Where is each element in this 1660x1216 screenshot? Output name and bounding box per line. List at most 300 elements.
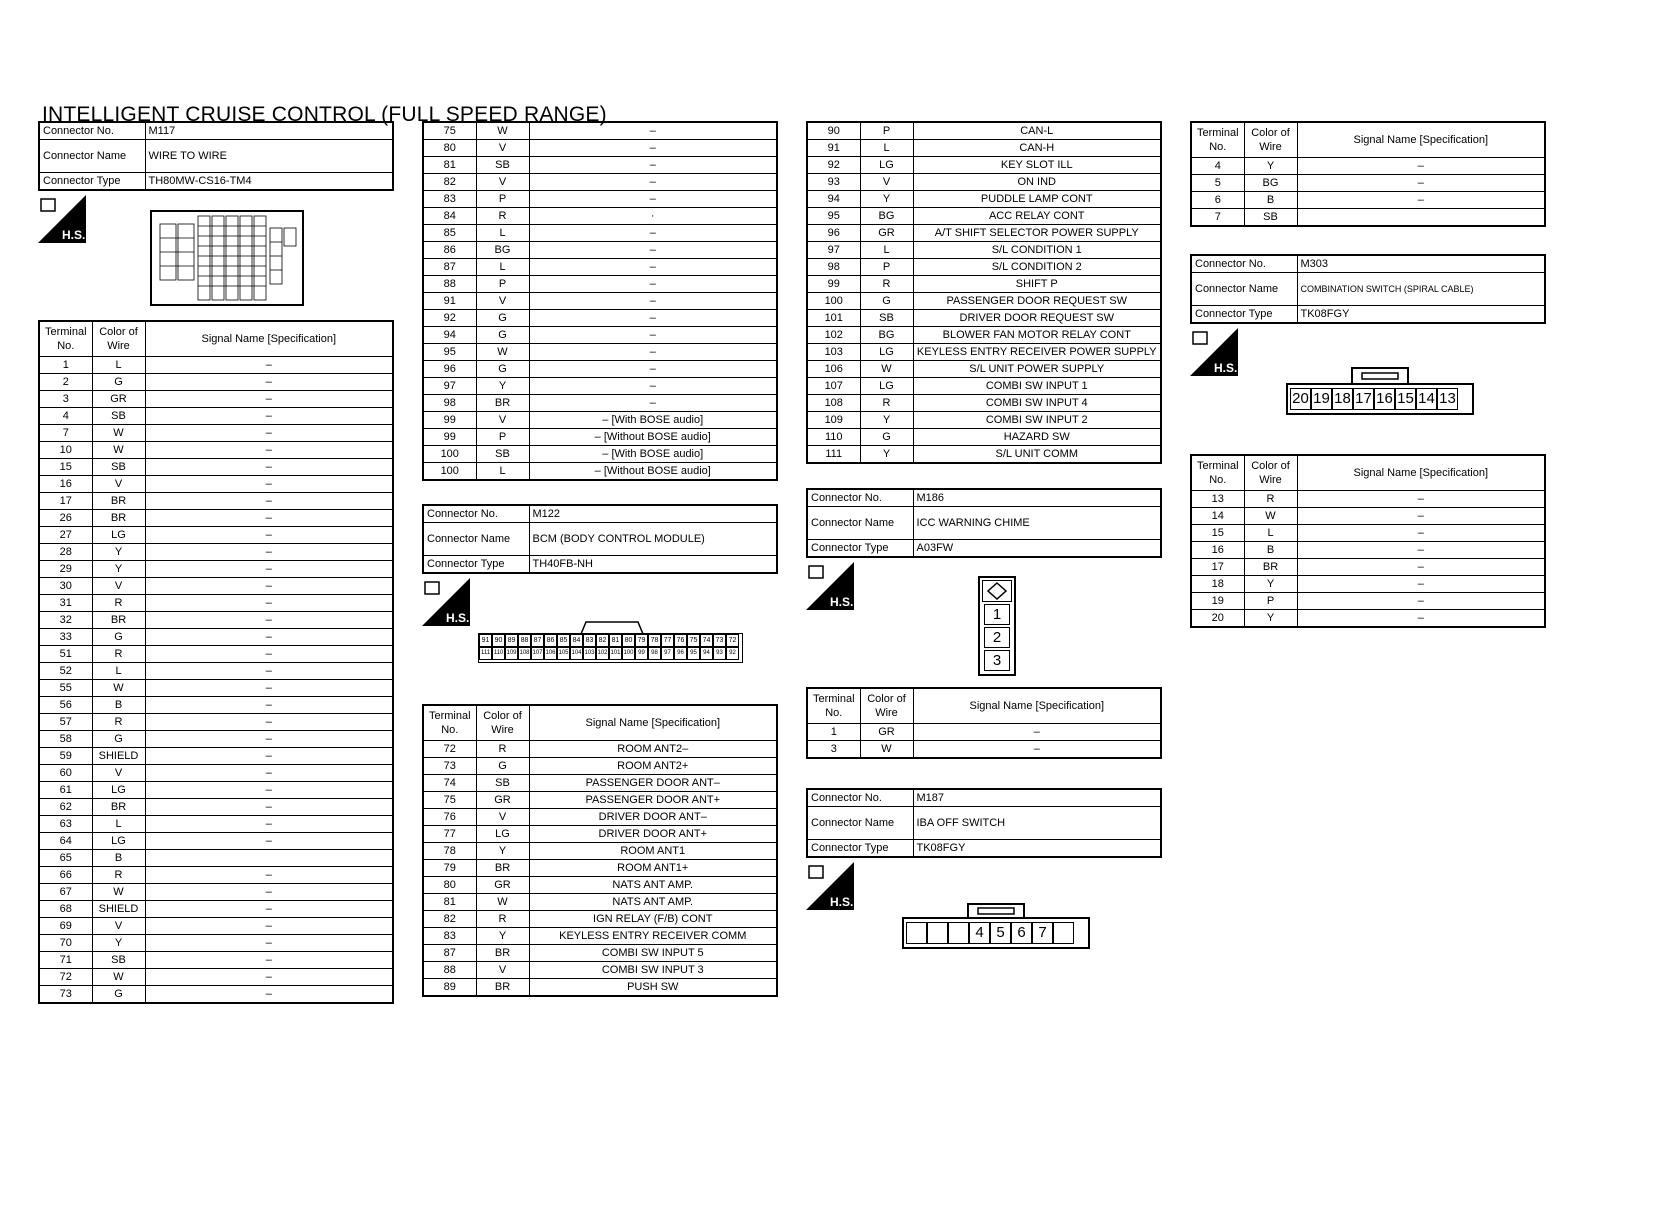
signal-name-cell: – <box>529 225 777 242</box>
table-row <box>39 561 393 578</box>
wire-color-cell: SB <box>1244 209 1297 227</box>
table-row <box>39 663 393 680</box>
connector-pin: 108 <box>518 647 531 660</box>
signal-name-cell: – <box>145 425 393 442</box>
table-row <box>39 578 393 595</box>
connector-info-m303 <box>1190 254 1546 324</box>
diamond-key-icon <box>987 582 1007 600</box>
connector-pin: 102 <box>596 647 609 660</box>
table-row <box>807 395 1161 412</box>
wire-color-cell: B <box>1244 192 1297 209</box>
table-row <box>423 327 777 344</box>
terminal-no-cell: 18 <box>1191 576 1244 593</box>
wire-color-cell: V <box>92 918 145 935</box>
signal-name-cell: DRIVER DOOR ANT+ <box>529 826 777 843</box>
wire-color-cell: BR <box>476 860 529 877</box>
terminal-no-cell: 99 <box>423 412 476 429</box>
table-row <box>807 242 1161 259</box>
signal-name-cell: – [Without BOSE audio] <box>529 429 777 446</box>
terminal-no-cell: 89 <box>423 979 476 997</box>
table-row <box>1191 610 1545 628</box>
wire-color-cell: W <box>1244 508 1297 525</box>
table-row <box>807 412 1161 429</box>
connector-pin: 111 <box>479 647 492 660</box>
signal-name-cell: ROOM ANT2+ <box>529 758 777 775</box>
connector-pin <box>906 922 927 944</box>
wire-color-cell: B <box>92 697 145 714</box>
signal-name-header: Signal Name [Specification] <box>1297 455 1545 491</box>
terminal-no-cell: 15 <box>39 459 92 476</box>
wire-color-cell: P <box>476 276 529 293</box>
wire-color-cell: BR <box>476 979 529 997</box>
terminal-no-cell: 7 <box>1191 209 1244 227</box>
table-row <box>39 493 393 510</box>
table-row <box>807 724 1161 741</box>
terminal-no-cell: 73 <box>423 758 476 775</box>
table-row <box>39 629 393 646</box>
signal-name-cell: ON IND <box>913 174 1161 191</box>
connector-pin: 84 <box>570 634 583 647</box>
table-row <box>39 612 393 629</box>
wire-color-cell: L <box>860 242 913 259</box>
signal-name-cell: PASSENGER DOOR ANT– <box>529 775 777 792</box>
table-row <box>1191 525 1545 542</box>
wire-color-cell: GR <box>860 225 913 242</box>
wire-color-cell: LG <box>476 826 529 843</box>
signal-name-cell: A/T SHIFT SELECTOR POWER SUPPLY <box>913 225 1161 242</box>
signal-name-cell: HAZARD SW <box>913 429 1161 446</box>
wire-color-cell: B <box>92 850 145 867</box>
terminal-no-cell: 3 <box>39 391 92 408</box>
terminal-no-cell: 51 <box>39 646 92 663</box>
table-row <box>39 918 393 935</box>
terminal-no-cell: 17 <box>39 493 92 510</box>
connector-no-value: M186 <box>913 489 1161 507</box>
signal-name-cell: – <box>145 952 393 969</box>
signal-name-cell: IGN RELAY (F/B) CONT <box>529 911 777 928</box>
table-row <box>39 476 393 493</box>
wire-color-cell: G <box>476 758 529 775</box>
signal-name-cell: – <box>145 748 393 765</box>
signal-name-cell: – <box>529 122 777 140</box>
wire-color-cell: SB <box>860 310 913 327</box>
wire-color-cell: Y <box>1244 158 1297 175</box>
wire-color-cell: Y <box>476 843 529 860</box>
signal-name-cell: DRIVER DOOR REQUEST SW <box>913 310 1161 327</box>
table-row <box>423 122 777 140</box>
connector-name-value: BCM (BODY CONTROL MODULE) <box>529 523 777 556</box>
signal-name-cell: – <box>529 191 777 208</box>
table-row <box>39 816 393 833</box>
wire-color-cell: V <box>476 412 529 429</box>
table-row <box>423 361 777 378</box>
wire-color-cell: Y <box>1244 610 1297 628</box>
terminal-no-cell: 67 <box>39 884 92 901</box>
wire-color-cell: V <box>860 174 913 191</box>
connector-pin: 80 <box>622 634 635 647</box>
connector-no-value: M187 <box>913 789 1161 807</box>
table-row <box>39 425 393 442</box>
signal-name-cell: – <box>145 816 393 833</box>
terminal-no-cell: 85 <box>423 225 476 242</box>
signal-name-cell: – <box>145 646 393 663</box>
table-row <box>39 935 393 952</box>
connector-pin: 16 <box>1374 388 1395 410</box>
terminal-no-cell: 62 <box>39 799 92 816</box>
signal-name-cell: – <box>145 459 393 476</box>
terminal-no-cell: 98 <box>807 259 860 276</box>
signal-name-cell: – <box>145 833 393 850</box>
hs-label: H.S. <box>1214 361 1238 375</box>
connector-face-m117 <box>150 210 304 306</box>
terminal-no-cell: 64 <box>39 833 92 850</box>
signal-name-cell: – <box>529 174 777 191</box>
wire-color-cell: L <box>476 259 529 276</box>
connector-pin: 74 <box>700 634 713 647</box>
connector-pin: 5 <box>990 922 1011 944</box>
signal-name-cell <box>1297 209 1545 227</box>
wire-color-cell: BR <box>1244 559 1297 576</box>
connector-type-label: Connector Type <box>39 173 145 191</box>
wire-color-cell: SB <box>92 408 145 425</box>
wire-color-cell: SB <box>92 952 145 969</box>
wire-color-cell: R <box>476 911 529 928</box>
terminal-no-cell: 92 <box>423 310 476 327</box>
signal-name-cell: – <box>145 901 393 918</box>
wire-color-cell: SHIELD <box>92 901 145 918</box>
terminal-no-cell: 94 <box>807 191 860 208</box>
terminal-no-cell: 73 <box>39 986 92 1004</box>
table-row <box>423 945 777 962</box>
connector-pin: 100 <box>622 647 635 660</box>
terminal-no-cell: 28 <box>39 544 92 561</box>
connector-type-value: TK08FGY <box>1297 306 1545 324</box>
connector-pin: 87 <box>531 634 544 647</box>
connector-pin: 96 <box>674 647 687 660</box>
wire-color-cell: BG <box>476 242 529 259</box>
wire-color-cell: G <box>92 374 145 391</box>
signal-name-cell: – <box>529 395 777 412</box>
terminal-no-cell: 26 <box>39 510 92 527</box>
signal-name-cell: · <box>529 208 777 225</box>
wire-color-cell: G <box>92 731 145 748</box>
wire-color-cell: SB <box>476 446 529 463</box>
table-row <box>423 242 777 259</box>
signal-name-cell: NATS ANT AMP. <box>529 894 777 911</box>
terminal-no-cell: 96 <box>423 361 476 378</box>
connector-no-label: Connector No. <box>423 505 529 523</box>
table-row <box>39 544 393 561</box>
signal-name-cell: – [With BOSE audio] <box>529 446 777 463</box>
terminal-table-m303 <box>1190 454 1546 628</box>
connector-pin: 75 <box>687 634 700 647</box>
connector-pin: 15 <box>1395 388 1416 410</box>
wire-color-cell: Y <box>860 191 913 208</box>
wire-color-cell: BG <box>860 327 913 344</box>
connector-type-value: A03FW <box>913 540 1161 558</box>
wire-color-cell: R <box>476 741 529 758</box>
table-row <box>423 276 777 293</box>
wire-color-cell: V <box>476 140 529 157</box>
wire-color-cell: SHIELD <box>92 748 145 765</box>
terminal-no-cell: 4 <box>1191 158 1244 175</box>
signal-name-cell: – <box>529 310 777 327</box>
signal-name-cell: – <box>1297 593 1545 610</box>
wire-color-cell: SB <box>476 157 529 174</box>
terminal-no-header: Terminal No. <box>39 321 92 357</box>
connector-pin: 1 <box>984 604 1010 625</box>
table-row <box>423 758 777 775</box>
table-row <box>39 833 393 850</box>
wire-color-cell: BR <box>92 510 145 527</box>
signal-name-cell: – <box>145 578 393 595</box>
table-row <box>423 741 777 758</box>
table-row <box>807 446 1161 464</box>
connector-pin: 91 <box>479 634 492 647</box>
wire-color-cell: SB <box>476 775 529 792</box>
terminal-no-cell: 6 <box>1191 192 1244 209</box>
connector-pin: 105 <box>557 647 570 660</box>
table-row <box>423 463 777 481</box>
connector-pin: 17 <box>1353 388 1374 410</box>
signal-name-cell: NATS ANT AMP. <box>529 877 777 894</box>
signal-name-cell: PASSENGER DOOR ANT+ <box>529 792 777 809</box>
terminal-no-cell: 82 <box>423 911 476 928</box>
wire-color-cell: L <box>1244 525 1297 542</box>
terminal-no-header: Terminal No. <box>1191 122 1244 158</box>
terminal-no-cell: 33 <box>39 629 92 646</box>
wire-color-cell: P <box>1244 593 1297 610</box>
terminal-table-m122-b <box>806 121 1162 464</box>
signal-name-cell: – <box>145 595 393 612</box>
connector-pin: 99 <box>635 647 648 660</box>
table-row <box>39 884 393 901</box>
signal-name-cell: – <box>145 697 393 714</box>
table-row <box>807 122 1161 140</box>
connector-pin: 82 <box>596 634 609 647</box>
signal-name-cell: – <box>145 374 393 391</box>
terminal-no-cell: 78 <box>423 843 476 860</box>
signal-name-cell: – <box>1297 559 1545 576</box>
wire-color-cell: LG <box>92 527 145 544</box>
signal-name-cell: – <box>145 357 393 374</box>
terminal-no-cell: 109 <box>807 412 860 429</box>
connector-pin <box>927 922 948 944</box>
connector-name-label: Connector Name <box>807 807 913 840</box>
terminal-no-cell: 59 <box>39 748 92 765</box>
terminal-no-header: Terminal No. <box>807 688 860 724</box>
signal-name-cell: – <box>1297 508 1545 525</box>
signal-name-cell: – [With BOSE audio] <box>529 412 777 429</box>
connector-pin: 88 <box>518 634 531 647</box>
table-row <box>807 174 1161 191</box>
wire-color-cell: R <box>92 867 145 884</box>
signal-name-header: Signal Name [Specification] <box>913 688 1161 724</box>
connector-name-value: WIRE TO WIRE <box>145 140 393 173</box>
connector-pin: 81 <box>609 634 622 647</box>
terminal-no-cell: 71 <box>39 952 92 969</box>
connector-pin: 20 <box>1290 388 1311 410</box>
connector-pin: 103 <box>583 647 596 660</box>
signal-name-cell: SHIFT P <box>913 276 1161 293</box>
terminal-no-cell: 10 <box>39 442 92 459</box>
terminal-table-m117-a <box>38 320 394 1004</box>
terminal-no-cell: 29 <box>39 561 92 578</box>
terminal-no-cell: 102 <box>807 327 860 344</box>
wire-color-cell: LG <box>860 157 913 174</box>
table-row <box>1191 559 1545 576</box>
terminal-no-cell: 91 <box>807 140 860 157</box>
terminal-no-cell: 14 <box>1191 508 1244 525</box>
signal-name-cell: – <box>1297 192 1545 209</box>
table-row <box>807 140 1161 157</box>
connector-no-value: M303 <box>1297 255 1545 273</box>
connector-pin: 3 <box>984 650 1010 671</box>
wire-color-cell: L <box>92 816 145 833</box>
table-row <box>807 157 1161 174</box>
wire-color-cell: V <box>476 293 529 310</box>
connector-type-label: Connector Type <box>423 556 529 574</box>
table-row <box>39 646 393 663</box>
signal-name-cell: COMBI SW INPUT 5 <box>529 945 777 962</box>
wire-color-cell: R <box>92 595 145 612</box>
connector-name-label: Connector Name <box>39 140 145 173</box>
connector-pin: 97 <box>661 647 674 660</box>
wire-color-cell: P <box>860 259 913 276</box>
signal-name-cell: – [Without BOSE audio] <box>529 463 777 481</box>
wire-color-cell: V <box>92 476 145 493</box>
signal-name-cell: – <box>145 731 393 748</box>
connector-no-value: M117 <box>145 122 393 140</box>
terminal-table-m117-b <box>422 121 778 481</box>
connector-pin: 90 <box>492 634 505 647</box>
signal-name-cell: S/L UNIT COMM <box>913 446 1161 464</box>
table-row <box>423 378 777 395</box>
connector-pin: 78 <box>648 634 661 647</box>
connector-pin: 104 <box>570 647 583 660</box>
signal-name-cell: – <box>145 527 393 544</box>
table-row <box>39 527 393 544</box>
wire-color-cell: L <box>92 357 145 374</box>
table-row <box>39 731 393 748</box>
signal-name-cell: CAN-L <box>913 122 1161 140</box>
table-row <box>423 412 777 429</box>
wire-color-cell: L <box>476 463 529 481</box>
table-row <box>807 378 1161 395</box>
harness-side-icon <box>1190 328 1238 376</box>
connector-type-label: Connector Type <box>807 840 913 858</box>
wire-color-cell: W <box>860 741 913 759</box>
terminal-no-cell: 15 <box>1191 525 1244 542</box>
wire-color-cell: BR <box>92 612 145 629</box>
wire-color-cell: LG <box>860 378 913 395</box>
table-row <box>39 748 393 765</box>
connector-pin: 92 <box>726 647 739 660</box>
connector-pin: 110 <box>492 647 505 660</box>
connector-pin: 95 <box>687 647 700 660</box>
signal-name-cell: BLOWER FAN MOTOR RELAY CONT <box>913 327 1161 344</box>
terminal-no-cell: 100 <box>423 463 476 481</box>
wire-color-cell: V <box>92 765 145 782</box>
terminal-no-cell: 55 <box>39 680 92 697</box>
connector-no-label: Connector No. <box>39 122 145 140</box>
table-row <box>39 510 393 527</box>
signal-name-cell: COMBI SW INPUT 3 <box>529 962 777 979</box>
connector-pin: 6 <box>1011 922 1032 944</box>
connector-name-value: COMBINATION SWITCH (SPIRAL CABLE) <box>1297 273 1545 306</box>
wire-color-cell: W <box>92 969 145 986</box>
harness-side-icon <box>38 195 86 243</box>
connector-no-label: Connector No. <box>807 789 913 807</box>
connector-name-label: Connector Name <box>423 523 529 556</box>
hs-label: H.S. <box>62 228 86 242</box>
signal-name-cell: – <box>913 741 1161 759</box>
signal-name-cell: COMBI SW INPUT 4 <box>913 395 1161 412</box>
connector-pin: 98 <box>648 647 661 660</box>
terminal-no-cell: 87 <box>423 945 476 962</box>
wire-color-cell: BG <box>860 208 913 225</box>
signal-name-cell: DRIVER DOOR ANT– <box>529 809 777 826</box>
wire-color-cell: R <box>860 395 913 412</box>
terminal-no-cell: 81 <box>423 157 476 174</box>
terminal-no-cell: 98 <box>423 395 476 412</box>
wire-color-cell: L <box>92 663 145 680</box>
terminal-no-cell: 7 <box>39 425 92 442</box>
terminal-table-m186 <box>806 687 1162 759</box>
connector-face-m186 <box>978 576 1016 676</box>
terminal-no-cell: 93 <box>807 174 860 191</box>
table-row <box>807 429 1161 446</box>
terminal-no-cell: 96 <box>807 225 860 242</box>
connector-pin: 79 <box>635 634 648 647</box>
table-row <box>39 867 393 884</box>
signal-name-cell: – <box>529 293 777 310</box>
table-row <box>423 877 777 894</box>
connector-name-label: Connector Name <box>807 507 913 540</box>
signal-name-cell: – <box>145 629 393 646</box>
terminal-no-cell: 72 <box>39 969 92 986</box>
connector-type-value: TK08FGY <box>913 840 1161 858</box>
signal-name-header: Signal Name [Specification] <box>529 705 777 741</box>
connector-type-value: TH80MW-CS16-TM4 <box>145 173 393 191</box>
signal-name-cell: – <box>529 259 777 276</box>
terminal-no-cell: 97 <box>807 242 860 259</box>
signal-name-cell: S/L CONDITION 2 <box>913 259 1161 276</box>
terminal-no-cell: 27 <box>39 527 92 544</box>
table-row <box>807 344 1161 361</box>
terminal-no-cell: 100 <box>423 446 476 463</box>
connector-pin: 85 <box>557 634 570 647</box>
terminal-no-cell: 75 <box>423 792 476 809</box>
table-row <box>423 259 777 276</box>
terminal-no-cell: 1 <box>807 724 860 741</box>
table-row <box>39 901 393 918</box>
wire-color-cell: P <box>860 122 913 140</box>
wire-color-cell: G <box>476 361 529 378</box>
wire-color-cell: BR <box>92 493 145 510</box>
wire-color-cell: W <box>860 361 913 378</box>
terminal-no-cell: 17 <box>1191 559 1244 576</box>
signal-name-cell: – <box>145 918 393 935</box>
signal-name-cell: ROOM ANT1+ <box>529 860 777 877</box>
connector-pin: 109 <box>505 647 518 660</box>
color-of-wire-header: Color of Wire <box>476 705 529 741</box>
terminal-no-cell: 3 <box>807 741 860 759</box>
signal-name-cell: – <box>1297 175 1545 192</box>
connector-info-m186 <box>806 488 1162 558</box>
signal-name-cell: PUDDLE LAMP CONT <box>913 191 1161 208</box>
wire-color-cell: LG <box>92 782 145 799</box>
